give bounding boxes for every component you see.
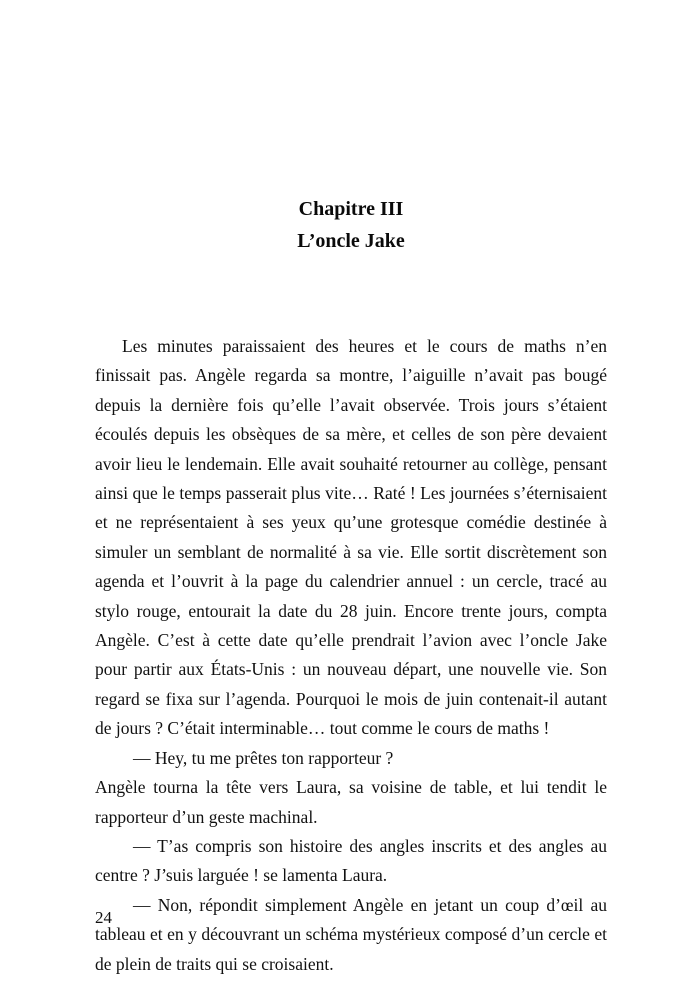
dialogue-line: — T’as compris son histoire des angles inscrits et des angles au centre ? J’suis larguée ! se lamenta Laura. [95, 835, 607, 886]
body-text [95, 332, 607, 979]
body-paragraph: Les minutes paraissaient des heures et le cours de maths n’en finissait pas. Angèle regarda sa montre, l’aiguille n’avait pas bougé depuis la dernière fois qu’elle l’avait observée. Trois jours s’étaient écoulés depuis les obsèques de sa mère, et celles de son père devaient avoir lieu le lendemain. Elle avait souhaité retourner au collège, pensant ainsi que le temps passerait plus vite… Raté ! Les journées s’éternisaient et ne représentaient à ses yeux qu’une grotesque comédie destinée à simuler un semblant de normalité à sa vie. Elle sortit discrètement son agenda et l’ouvrit à la page du calendrier annuel : un cercle, tracé au stylo rouge, entourait la date du 28 juin. Encore trente jours, compta Angèle. C’est à cette date qu’elle prendrait l’avion avec l’oncle Jake pour partir aux États-Unis : un nouveau départ, une nouvelle vie. Son regard se fixa sur l’agenda. Pourquoi le mois de juin contenait-il autant de jours ? C’était interminable… tout comme le cours de maths ! [95, 336, 607, 739]
text-column [95, 0, 607, 979]
page-number: 24 [95, 908, 112, 927]
dialogue-line: — Non, répondit simplement Angèle en jetant un coup d’œil au tableau et en y découvrant un schéma mystérieux composé d’un cercle et de plein de traits qui se croisaient. [95, 894, 607, 974]
chapter-title: Chapitre III [298, 198, 404, 220]
body-paragraph: Angèle tourna la tête vers Laura, sa voisine de table, et lui tendit le rapporteur d’un geste machinal. [95, 777, 607, 827]
dialogue-line: — Hey, tu me prêtes ton rapporteur ? [133, 747, 394, 768]
chapter-heading [95, 193, 607, 257]
chapter-subtitle: L’oncle Jake [297, 230, 405, 252]
